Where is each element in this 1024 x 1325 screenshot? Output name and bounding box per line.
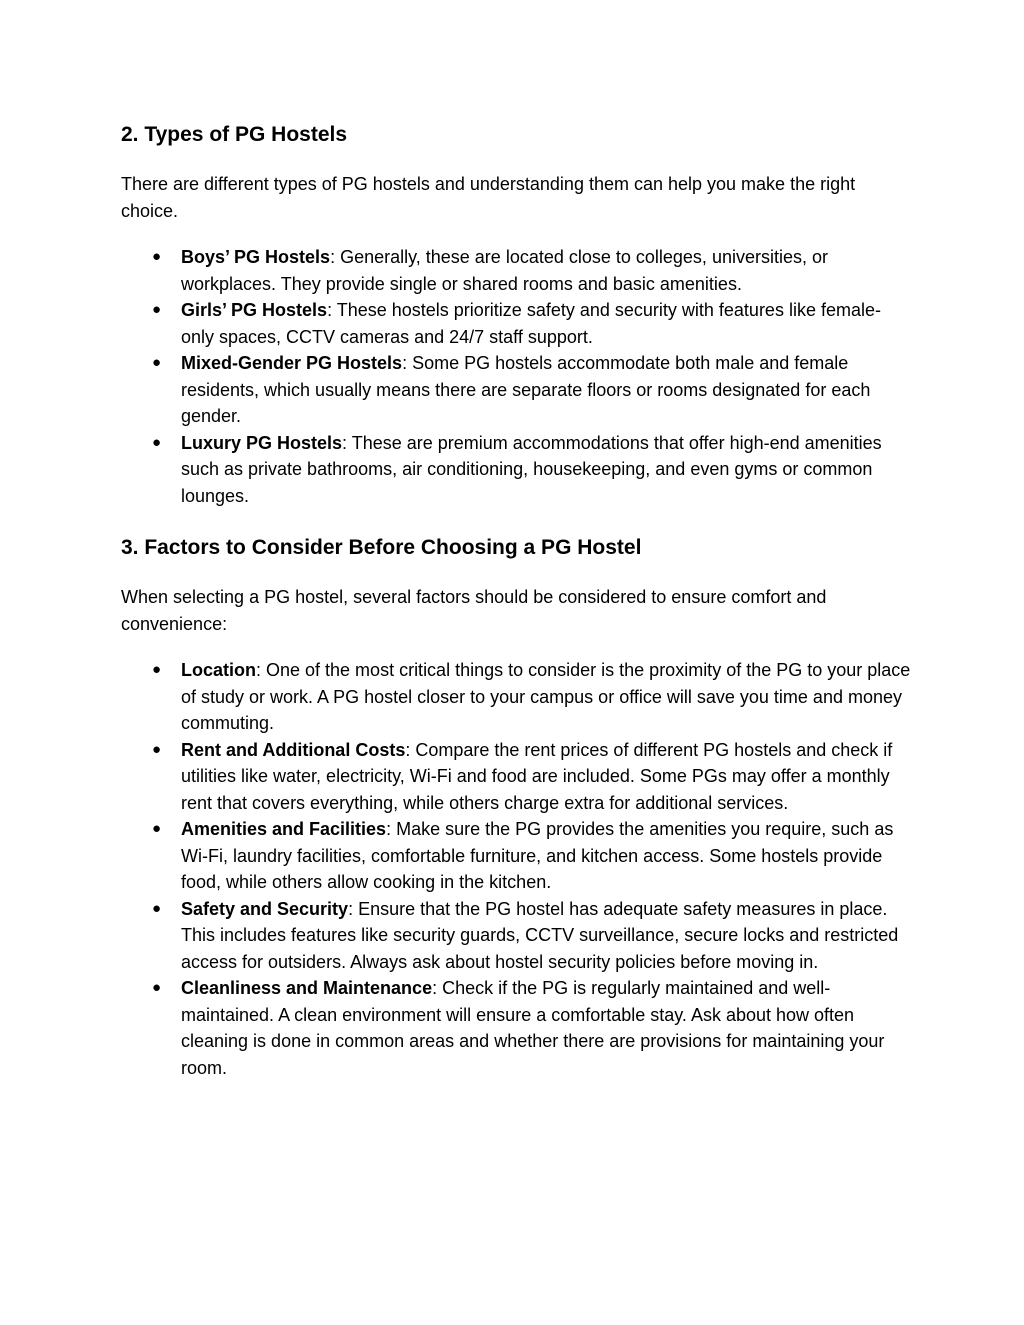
bullet-icon: ● <box>152 661 162 678</box>
list-item <box>121 737 911 817</box>
section-intro-types: There are different types of PG hostels and understanding them can help you make the right choice. <box>121 174 856 221</box>
bullet-icon: ● <box>152 354 162 371</box>
list-item-term: Boys’ PG Hostels <box>181 247 331 267</box>
list-item-text: : Ensure that the PG hostel has adequate safety measures in place. This includes features like security guards, CCTV surveillance, secure locks and restricted access for outsiders. Always ask about hostel security policies before moving in. <box>181 898 899 972</box>
bullet-list-factors <box>121 657 911 1081</box>
bullet-icon: ● <box>152 433 162 451</box>
list-item-term: Safety and Security <box>181 898 349 919</box>
section-heading-factors: 3. Factors to Consider Before Choosing a PG Hostel <box>121 536 642 559</box>
bullet-icon: ● <box>152 979 162 996</box>
list-item-term: Location <box>181 660 256 680</box>
section-heading-types: 2. Types of PG Hostels <box>121 123 348 146</box>
list-item-term: Mixed-Gender PG Hostels <box>181 353 403 373</box>
list-item-text: : Check if the PG is regularly maintained and well-maintained. A clean environment will ensure a comfortable stay. Ask about how often cleaning is done in common areas and whether there are provisions for maintaining your room. <box>181 978 885 1078</box>
list-item-text: : One of the most critical things to consider is the proximity of the PG to your place of study or work. A PG hostel closer to your campus or office will save you time and money commuting. <box>181 660 911 733</box>
list-item-term: Girls’ PG Hostels <box>181 300 328 320</box>
list-item-term: Cleanliness and Maintenance <box>181 978 433 998</box>
bullet-icon: ● <box>152 740 162 758</box>
bullet-icon: ● <box>152 301 162 318</box>
section-intro-factors: When selecting a PG hostel, several factors should be considered to ensure comfort and convenience: <box>121 587 827 634</box>
list-item <box>121 244 911 297</box>
list-item-text: : Make sure the PG provides the amenities you require, such as Wi-Fi, laundry facilities, comfortable furniture, and kitchen access. Some hostels provide food, while others allow cooking in the kitchen. <box>181 819 894 892</box>
list-item-text: : Compare the rent prices of different PG hostels and check if utilities like water, electricity, Wi-Fi and food are included. Some PGs may offer a monthly rent that covers everything, while others charge extra for additional services. <box>181 739 893 813</box>
list-item <box>121 896 911 976</box>
list-item-text: : Generally, these are located close to colleges, universities, or workplaces. They provide single or shared rooms and basic amenities. <box>181 247 828 294</box>
list-item-text: : Some PG hostels accommodate both male and female residents, which usually means there are separate floors or rooms designated for each gender. <box>181 353 871 426</box>
list-item-term: Rent and Additional Costs <box>181 739 406 760</box>
list-item-term: Luxury PG Hostels <box>181 432 343 453</box>
bullet-list-types <box>121 244 911 509</box>
list-item-text: : These are premium accommodations that offer high-end amenities such as private bathrooms, air conditioning, housekeeping, and even gyms or common lounges. <box>181 432 882 506</box>
bullet-icon: ● <box>152 248 162 265</box>
list-item-term: Amenities and Facilities <box>181 819 387 839</box>
list-item <box>121 350 911 430</box>
list-item <box>121 297 911 350</box>
list-item <box>121 430 911 510</box>
bullet-icon: ● <box>152 820 162 837</box>
list-item <box>121 816 911 896</box>
list-item-text: : These hostels prioritize safety and security with features like female-only spaces, CCTV cameras and 24/7 staff support. <box>181 300 881 347</box>
list-item <box>121 975 911 1081</box>
list-item <box>121 657 911 737</box>
bullet-icon: ● <box>152 899 162 917</box>
